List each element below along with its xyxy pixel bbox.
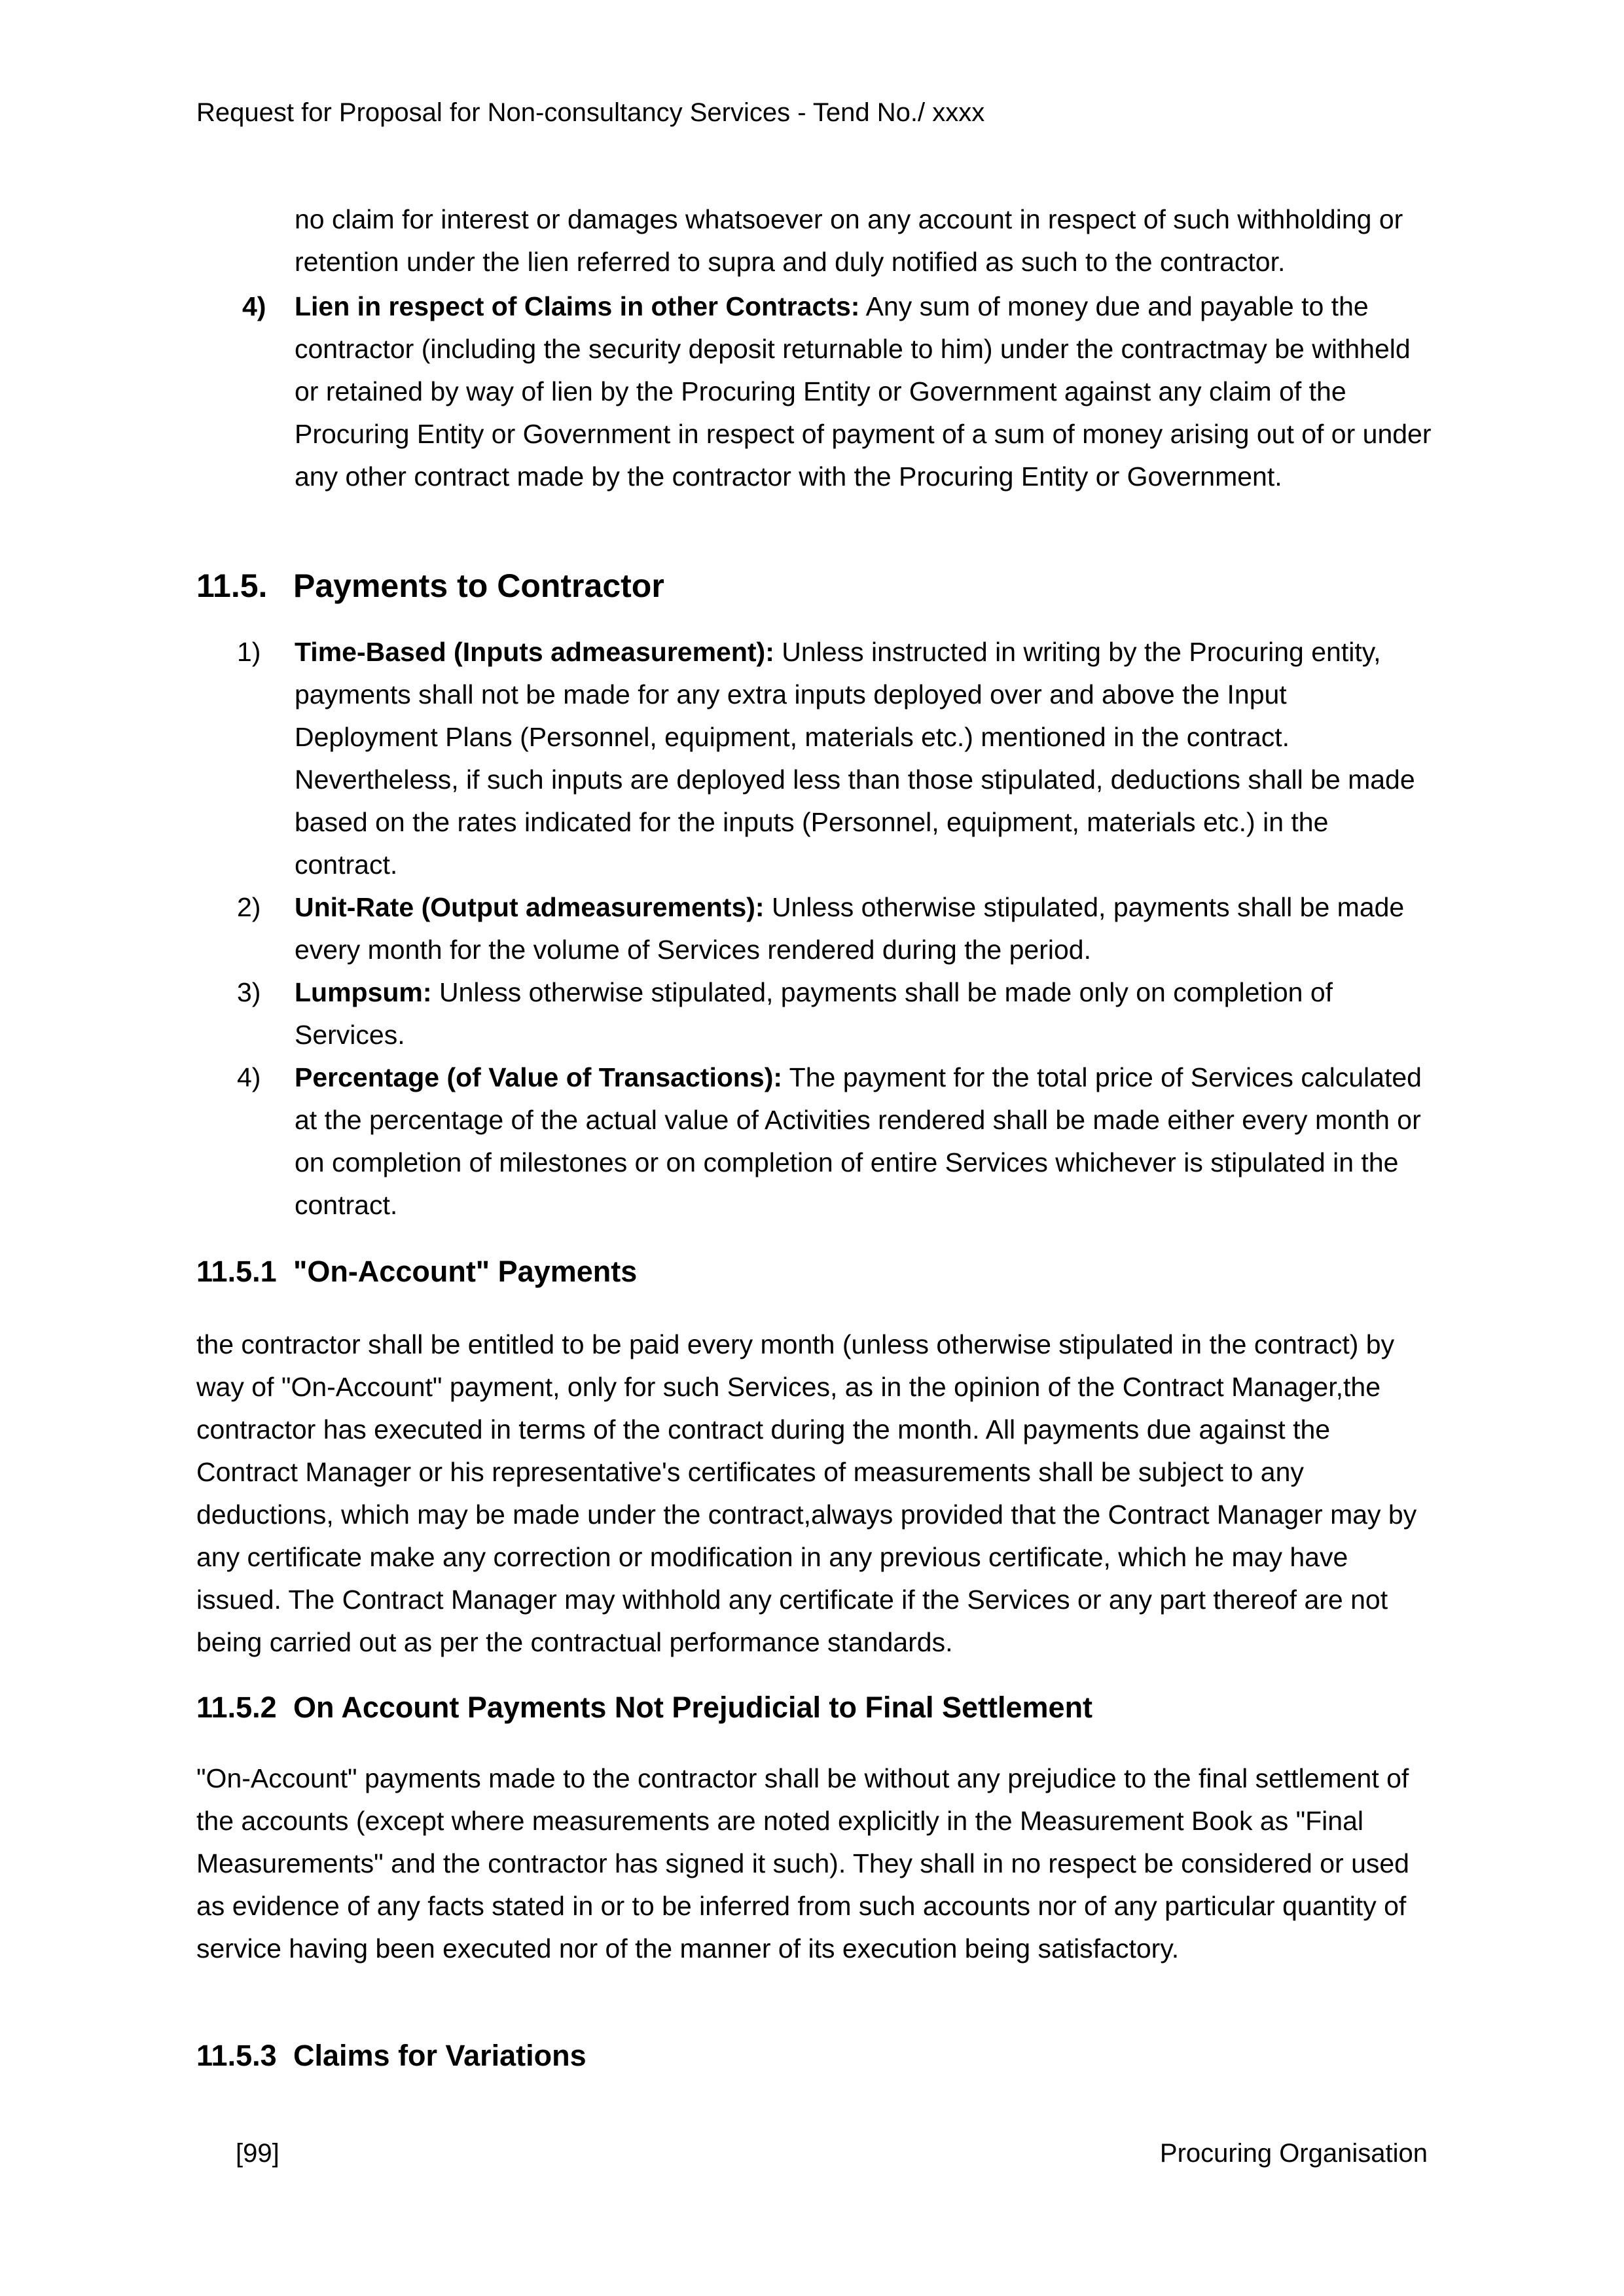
- list-item-marker: 4): [242, 291, 266, 321]
- list-item-text: The payment for the total price of Services calculated at the percentage of the actual value of Activities rendered shall be made either every month or on completion of milestones or on completion of entire Services whichever is stipulated in the contract.: [295, 1062, 1422, 1220]
- subsection-title: On Account Payments Not Prejudicial to Final Settlement: [293, 1691, 1093, 1724]
- subsection-heading-not-prejudicial: [196, 1689, 1428, 1727]
- list-item-text: Unless instructed in writing by the Procuring entity, payments shall not be made for any extra inputs deployed over and above the Input Deployment Plans (Personnel, equipment, materials etc.) mentioned in the contract. Nevertheless, if such inputs are deployed less than those stipulated, deductions shall be made based on the rates indicated for the inputs (Personnel, equipment, materials etc.) in the contract.: [295, 637, 1415, 880]
- list-item-text: Unless otherwise stipulated, payments shall be made only on completion of Services.: [295, 977, 1333, 1050]
- list-item-label: Time-Based (Inputs admeasurement):: [295, 637, 774, 667]
- intro-continuation-paragraph: no claim for interest or damages whatsoever on any account in respect of such withholding or retention under the lien referred to supra and duly notified as such to the contractor.: [295, 204, 1403, 277]
- not-prejudicial-paragraph: "On-Account" payments made to the contractor shall be without any prejudice to the final settlement of the accounts (except where measurements are noted explicitly in the Measurement Book as "Final Measurements" and the contractor has signed it such). They shall in no respect be considered or used as evidence of any facts stated in or to be inferred from such accounts nor of any particular quantity of service having been executed nor of the manner of its execution being satisfactory.: [196, 1763, 1409, 1964]
- payment-methods-list: [196, 631, 1437, 1227]
- list-item-time-based: [196, 631, 1437, 886]
- list-item-text: Unless otherwise stipulated, payments shall be made every month for the volume of Services rendered during the period.: [295, 892, 1405, 965]
- subsection-heading-on-account-payments: [196, 1253, 1428, 1291]
- list-item-label: Lien in respect of Claims in other Contracts:: [295, 291, 860, 321]
- list-item-lien-other-contracts: [196, 285, 1437, 498]
- footer-organisation: Procuring Organisation: [1159, 2139, 1428, 2168]
- subsection-heading-claims-for-variations: [196, 2037, 1428, 2075]
- list-item-marker: 3): [237, 977, 261, 1007]
- section-heading-payments-to-contractor: [196, 565, 1428, 606]
- list-item-percentage: [196, 1056, 1437, 1227]
- list-item-label: Lumpsum:: [295, 977, 432, 1007]
- subsection-number: 11.5.1: [196, 1255, 277, 1288]
- list-item-marker: 2): [237, 892, 261, 922]
- subsection-title: "On-Account" Payments: [293, 1255, 638, 1288]
- subsection-number: 11.5.2: [196, 1691, 277, 1724]
- list-item-label: Percentage (of Value of Transactions):: [295, 1062, 783, 1092]
- subsection-title: Claims for Variations: [293, 2039, 586, 2072]
- subsection-number: 11.5.3: [196, 2039, 277, 2072]
- on-account-payments-paragraph: the contractor shall be entitled to be paid every month (unless otherwise stipulated in the contract) by way of "On-Account" payment, only for such Services, as in the opinion of the Contract Manager,the contractor has executed in terms of the contract during the month. All payments due against the Contract Manager or his representative's certificates of measurements shall be subject to any deductions, which may be made under the contract,always provided that the Contract Manager may by any certificate make any correction or modification in any previous certificate, which he may have issued. The Contract Manager may withhold any certificate if the Services or any part thereof are not being carried out as per the contractual performance standards.: [196, 1329, 1417, 1657]
- list-item-marker: 1): [237, 637, 261, 667]
- list-item-marker: 4): [237, 1062, 261, 1092]
- section-title: Payments to Contractor: [293, 567, 664, 604]
- footer-page-number: [99]: [236, 2139, 280, 2168]
- section-number: 11.5.: [196, 567, 268, 604]
- list-item-label: Unit-Rate (Output admeasurements):: [295, 892, 765, 922]
- list-item-text: Any sum of money due and payable to the contractor (including the security deposit returnable to him) under the contractmay be withheld or retained by way of lien by the Procuring Entity or Government against any claim of the Procuring Entity or Government in respect of payment of a sum of money arising out of or under any other contract made by the contractor with the Procuring Entity or Government.: [295, 291, 1432, 492]
- page-header-title: Request for Proposal for Non-consultancy Services - Tend No./ xxxx: [196, 98, 985, 127]
- list-item-unit-rate: [196, 886, 1437, 971]
- list-item-lumpsum: [196, 971, 1437, 1056]
